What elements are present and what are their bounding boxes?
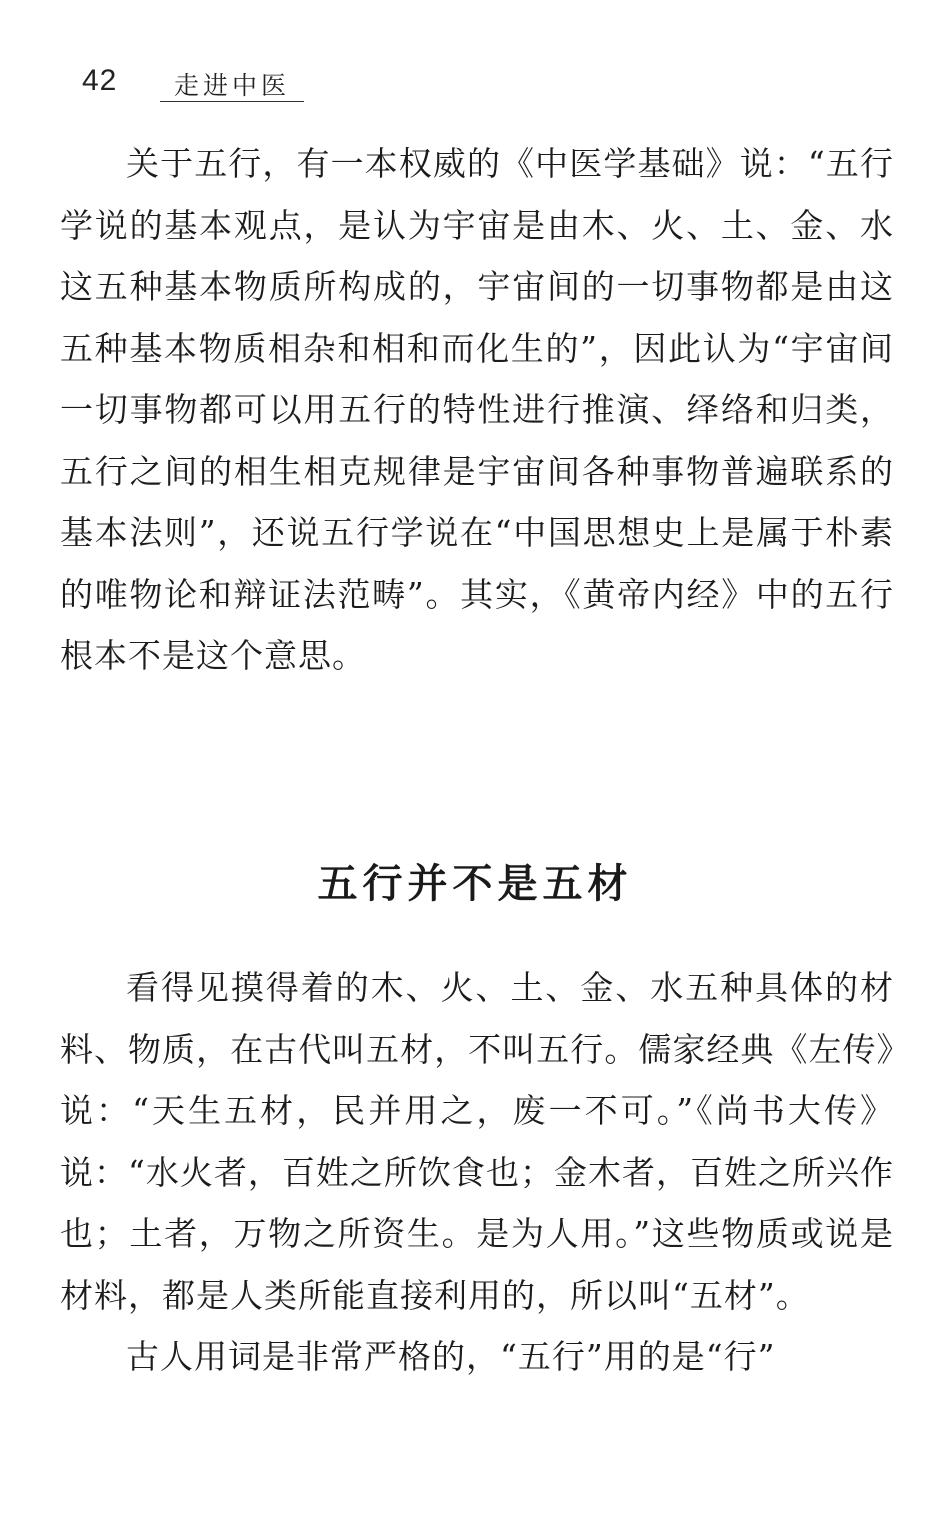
page-number: 42: [82, 64, 118, 97]
section-heading: 五行并不是五材: [317, 861, 633, 907]
paragraph: 关于五行，有一本权威的《中医学基础》说：“五行学说的基本观点，是认为宇宙是由木、火、土、金、水这五种基本物质所构成的，宇宙间的一切事物都是由这五种基本物质相杂和相和而化生的”，因此认为“宇宙间一切事物都可以用五行的特性进行推演、绎络和归类，五行之间的相生相克规律是宇宙间各种事物普遍联系的基本法则”，还说五行学说在“中国思想史上是属于朴素的唯物论和辩证法范畴”。其实，《黄帝内经》中的五行根本不是这个意思。: [60, 144, 894, 675]
running-header-title: 走进中医: [160, 66, 304, 102]
section-two-body: [60, 957, 894, 1388]
section-one-body: [60, 133, 894, 687]
paragraph: 看得见摸得着的木、火、土、金、水五种具体的材料、物质，在古代叫五材，不叫五行。儒家经典《左传》说：“天生五材，民并用之，废一不可。”《尚书大传》说：“水火者，百姓之所饮食也；金木者，百姓之所兴作也；土者，万物之所资生。是为人用。”这些物质或说是材料，都是人类所能直接利用的，所以叫“五材”。: [60, 968, 894, 1315]
paragraph: 古人用词是非常严格的，“五行”用的是“行”: [126, 1337, 776, 1376]
